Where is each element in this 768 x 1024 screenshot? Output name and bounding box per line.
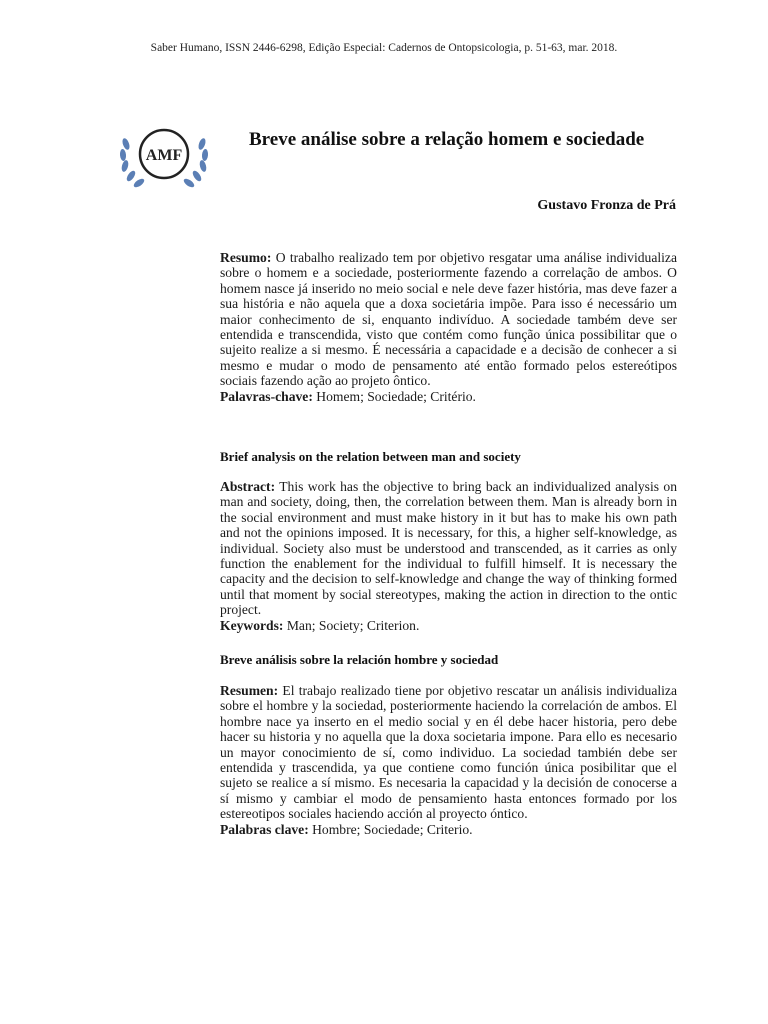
keywords-es-label: Palabras clave: [220, 821, 309, 837]
laurel-wreath-icon [118, 120, 210, 192]
abstract-en-paragraph [220, 479, 677, 618]
abstract-es-label: Resumen: [220, 683, 279, 698]
keywords-pt [220, 389, 677, 404]
abstract-en-label: Abstract: [220, 479, 276, 494]
keywords-pt-text: Homem; Sociedade; Critério. [312, 388, 476, 404]
abstract-es-text: El trabajo realizado tiene por objetivo rescatar un análisis individualiza sobre el hombre y la sociedad, posteriormente haciendo la correlación de ambos. El hombre nace ya inserto en el medio social y en él debe hacer historia, pero debe hacer su historia y no aquella que la doxa societaria impone. Para ello es necesario un mayor conocimiento de sí, como individuo. La sociedad también debe ser entendida y trascendida, ya que contiene como función única posibilitar que el sujeto se realice a sí mismo. Es necesaria la capacidad y la decisión de conocerse a sí mismo y cambiar el modo de pensamiento hasta entonces formado por los estereotipos sociales haciendo acción al proyecto óntico. [220, 683, 677, 822]
article-title: Breve análise sobre a relação homem e sociedade [249, 129, 645, 150]
english-title: Brief analysis on the relation between man and society [220, 449, 521, 464]
article-author: Gustavo Fronza de Prá [537, 198, 676, 213]
keywords-en-label: Keywords: [220, 617, 284, 633]
abstract-pt-label: Resumo: [220, 250, 272, 265]
keywords-es-text: Hombre; Sociedade; Criterio. [308, 821, 473, 837]
abstract-es-paragraph [220, 683, 677, 822]
abstract-pt-paragraph [220, 250, 677, 389]
keywords-pt-label: Palavras-chave: [220, 388, 313, 404]
abstract-pt-text: O trabalho realizado tem por objetivo resgatar uma análise individualiza sobre o homem e a sociedade, posteriormente fazendo a correlação de ambos. O homem nasce já inserido no meio social e nele deve fazer história, mas deve fazer a sua história e não aquela que a doxa societária impõe. Para isso é necessário um maior conhecimento de si, enquanto indivíduo. A sociedade também deve ser entendida e transcendida, visto que contém como função única possibilitar que o sujeito realize a si mesmo. É necessária a capacidade e a decisão de conhecer a si mesmo e mudar o modo de pensamento até então formado pelos estereótipos sociais fazendo ação ao projeto ôntico. [220, 250, 677, 389]
abstract-en-text: This work has the objective to bring back an individualized analysis on man and society, doing, then, the correlation between them. Man is already born in the social environment and must make history in it but has to make his own path and not the opinions imposed. It is necessary, for this, a higher self-knowledge, as individual. Society also must be understood and transcended, as it carries as only function the enablement for the individual to fulfill himself. It is necessary the capacity and the decision to self-knowledge and change the way of thinking formed until that moment by social stereotypes, making the action in direction to the ontic project. [220, 479, 677, 618]
amf-logo [118, 120, 210, 192]
keywords-es [220, 822, 677, 837]
spanish-title: Breve análisis sobre la relación hombre y sociedad [220, 652, 499, 667]
abstract-english [220, 479, 677, 633]
svg-text:AMF: AMF [145, 147, 183, 164]
abstract-portuguese [220, 250, 677, 404]
keywords-en [220, 618, 677, 633]
keywords-en-text: Man; Society; Criterion. [283, 617, 420, 633]
abstract-spanish [220, 683, 677, 837]
journal-citation-header: Saber Humano, ISSN 2446-6298, Edição Especial: Cadernos de Ontopsicologia, p. 51-63, mar. 2018. [150, 42, 618, 54]
